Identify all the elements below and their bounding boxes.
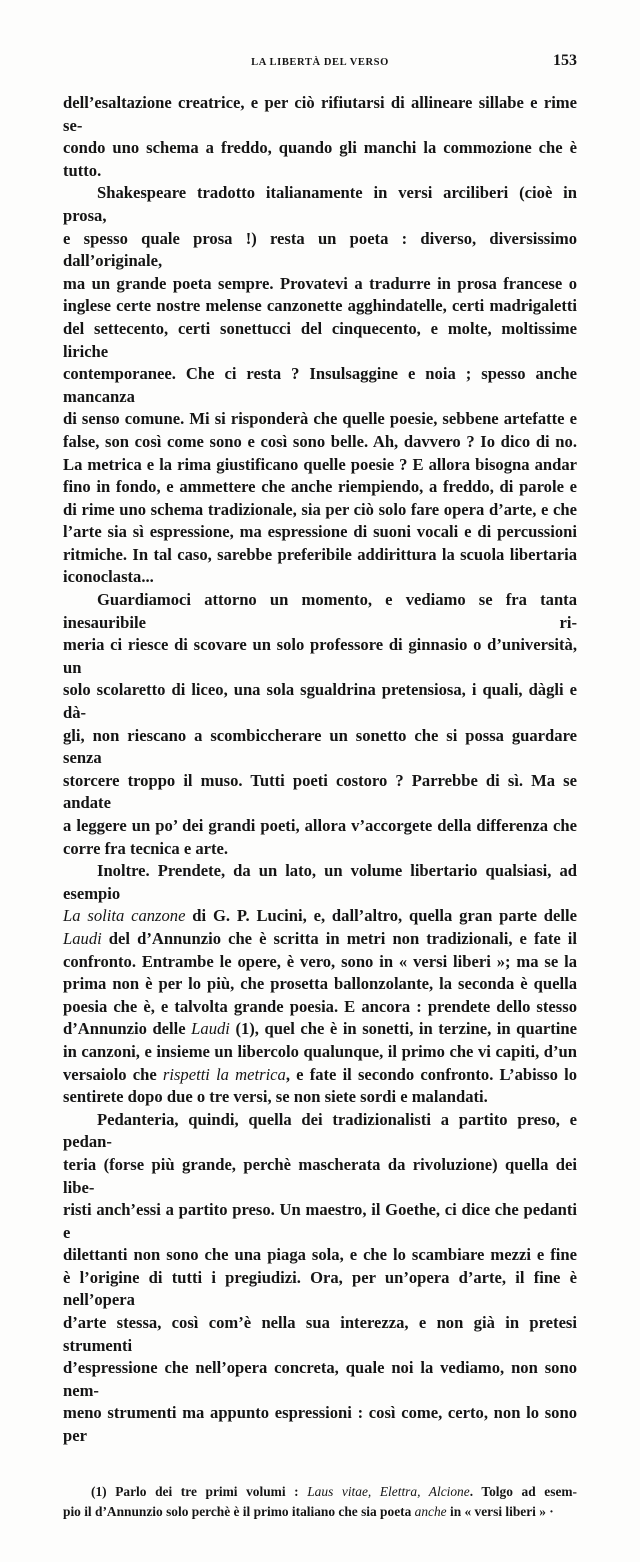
text-segment: La metrica e la rima giustificano quelle poesie ? E allora bisogna andar (63, 454, 577, 474)
text-segment: condo uno schema a freddo, quando gli manchi la commozione che è tutto. (63, 138, 577, 180)
body-line (63, 1154, 577, 1199)
body-line (63, 273, 577, 296)
text-segment: false, son così come sono e così sono belle. Ah, davvero ? Io dico di no. (63, 431, 577, 451)
body-line (63, 295, 577, 318)
body-line (63, 815, 577, 838)
body-line (63, 544, 577, 567)
italic-text: Laudi (63, 928, 102, 948)
text-segment: è l’origine di tutti i pregiudizi. Ora, per un’opera d’arte, il fine è nell’opera (63, 1267, 577, 1310)
running-title: LA LIBERTÀ DEL VERSO (251, 57, 389, 68)
body-line (63, 521, 577, 544)
body-line (63, 1109, 577, 1154)
body-line (63, 860, 577, 905)
body-line (63, 566, 577, 589)
text-segment: dell’esaltazione creatrice, e per ciò rifiutarsi di allineare sillabe e rime se- (63, 93, 577, 135)
body-line (63, 1041, 577, 1064)
text-segment: d’Annunzio delle (63, 1019, 192, 1039)
text-segment: d’arte stessa, così com’è nella sua interezza, e non già in pretesi strumenti (63, 1313, 577, 1355)
text-segment: solo scolaretto di liceo, una sola sgualdrina pretensiosa, i quali, dàgli e dà- (63, 680, 577, 723)
body-line (63, 634, 577, 679)
body-line (63, 1018, 577, 1041)
body-line (63, 905, 577, 928)
body-line (63, 318, 577, 363)
italic-text: La solita canzone (63, 906, 186, 926)
text-segment: risti anch’essi a partito preso. Un maestro, il Goethe, ci dice che pedanti e (63, 1200, 577, 1242)
body-line (63, 137, 577, 182)
text-segment: meno strumenti ma appunto espressioni : così come, certo, non lo sono per (63, 1403, 577, 1446)
body-line (63, 1064, 577, 1087)
text-segment: contemporanee. Che ci resta ? Insulsaggine e noia ; spesso anche mancanza (63, 364, 577, 406)
body-line (63, 928, 577, 951)
text-segment: del d’Annunzio che è scritta in metri non tradizionali, e fate il (101, 928, 577, 948)
text-segment: Pedanteria, quindi, quella dei tradizionalisti a partito preso, e pedan- (63, 1109, 577, 1152)
body-line (63, 363, 577, 408)
body-line (63, 408, 577, 431)
text-segment: di rime uno schema tradizionale, sia per ciò solo fare opera d’arte, e che (63, 499, 577, 519)
body-line (63, 499, 577, 522)
body-line (63, 454, 577, 477)
body-line (63, 679, 577, 724)
body-line (63, 1312, 577, 1357)
page-number: 153 (553, 52, 577, 69)
italic-text: rispetti la metrica (162, 1064, 286, 1084)
text-segment: poesia che è, e talvolta grande poesia. E ancora : prendete dello stesso (63, 996, 577, 1016)
text-segment: ma un grande poeta sempre. Provatevi a tradurre in prosa francese o (63, 273, 577, 293)
text-segment: di senso comune. Mi si risponderà che quelle poesie, sebbene artefatte e (63, 409, 577, 429)
body-line (63, 1267, 577, 1312)
italic-text: Laus vitae, Elettra, Alcione (307, 1483, 470, 1499)
body-line (63, 951, 577, 974)
text-segment: Shakespeare tradotto italianamente in versi arciliberi (cioè in prosa, (63, 183, 577, 225)
footnote-line (63, 1482, 577, 1502)
body-line (63, 838, 577, 861)
text-segment: pio il d’Annunzio solo perchè è il primo italiano che sia poeta (63, 1503, 415, 1519)
body-line (63, 1402, 577, 1447)
text-segment: (1) Parlo dei tre primi volumi : (91, 1483, 308, 1499)
text-segment: gli, non riescano a scombiccherare un sonetto che si possa guardare senza (63, 725, 577, 768)
body-line (63, 1199, 577, 1244)
body-line (63, 996, 577, 1019)
body-line (63, 770, 577, 815)
italic-text: anche (414, 1503, 447, 1519)
text-segment: fino in fondo, e ammettere che anche riempiendo, a freddo, di parole e (63, 477, 577, 497)
text-segment: e spesso quale prosa !) resta un poeta : diverso, diversissimo dall’originale, (63, 228, 577, 271)
text-segment: (1), quel che è in sonetti, in terzine, in quartine (229, 1019, 577, 1039)
text-segment: in canzoni, e insieme un libercolo qualunque, il primo che vi capiti, d’un (63, 1041, 577, 1061)
text-segment: storcere troppo il muso. Tutti poeti costoro ? Parrebbe di sì. Ma se andate (63, 770, 577, 813)
body-line (63, 182, 577, 227)
text-segment: d’espressione che nell’opera concreta, quale noi la vediamo, non sono nem- (63, 1358, 577, 1400)
text-segment: in « versi liberi » · (446, 1503, 554, 1519)
text-segment: ritmiche. In tal caso, sarebbe preferibile addirittura la scuola libertaria (63, 544, 577, 564)
footnote-line (63, 1502, 577, 1522)
body-line (63, 725, 577, 770)
text-segment: dilettanti non sono che una piaga sola, e che lo scambiare mezzi e fine (63, 1245, 577, 1265)
body-line (63, 92, 577, 137)
body-line (63, 228, 577, 273)
text-segment: a leggere un po’ dei grandi poeti, allora v’accorgete della differenza che (63, 816, 577, 835)
italic-text: Laudi (191, 1019, 230, 1039)
running-head (63, 52, 577, 70)
text-segment: iconoclasta... (63, 567, 154, 587)
text-segment: Guardiamoci attorno un momento, e vediamo se fra tanta inesauribile ri- (63, 590, 577, 632)
text-segment: del settecento, certi sonettucci del cinquecento, e molte, moltissime liriche (63, 318, 577, 361)
body-line (63, 973, 577, 996)
text-segment: di G. P. Lucini, e, dall’altro, quella gran parte delle (185, 906, 577, 926)
body-line (63, 1086, 577, 1109)
body-text (63, 92, 577, 1448)
text-segment: sentirete dopo due o tre versi, se non siete sordi e malandati. (63, 1087, 488, 1107)
text-segment: confronto. Entrambe le opere, è vero, sono in « versi liberi »; ma se la (63, 951, 577, 971)
text-segment: meria ci riesce di scovare un solo professore di ginnasio o d’università, un (63, 635, 577, 677)
body-line (63, 1357, 577, 1402)
text-segment: . Tolgo ad esem- (469, 1483, 577, 1499)
text-segment: Inoltre. Prendete, da un lato, un volume libertario qualsiasi, ad esempio (63, 861, 577, 903)
text-segment: corre fra tecnica e arte. (63, 838, 229, 858)
text-segment: prima non è per lo più, che prosetta ballonzolante, la seconda è quella (63, 974, 577, 994)
body-line (63, 476, 577, 499)
body-line (63, 589, 577, 634)
body-line (63, 431, 577, 454)
body-line (63, 1244, 577, 1267)
text-segment: teria (forse più grande, perchè mascherata da rivoluzione) quella dei libe- (63, 1154, 577, 1197)
text-segment: l’arte sia sì espressione, ma espressione di suoni vocali e di percussioni (63, 522, 577, 542)
text-segment: inglese certe nostre melense canzonette agghindatelle, certi madrigaletti (63, 296, 577, 316)
footnote (63, 1482, 577, 1522)
text-segment: versaiolo che (63, 1064, 163, 1084)
text-segment: , e fate il secondo confronto. L’abisso lo (285, 1064, 577, 1084)
